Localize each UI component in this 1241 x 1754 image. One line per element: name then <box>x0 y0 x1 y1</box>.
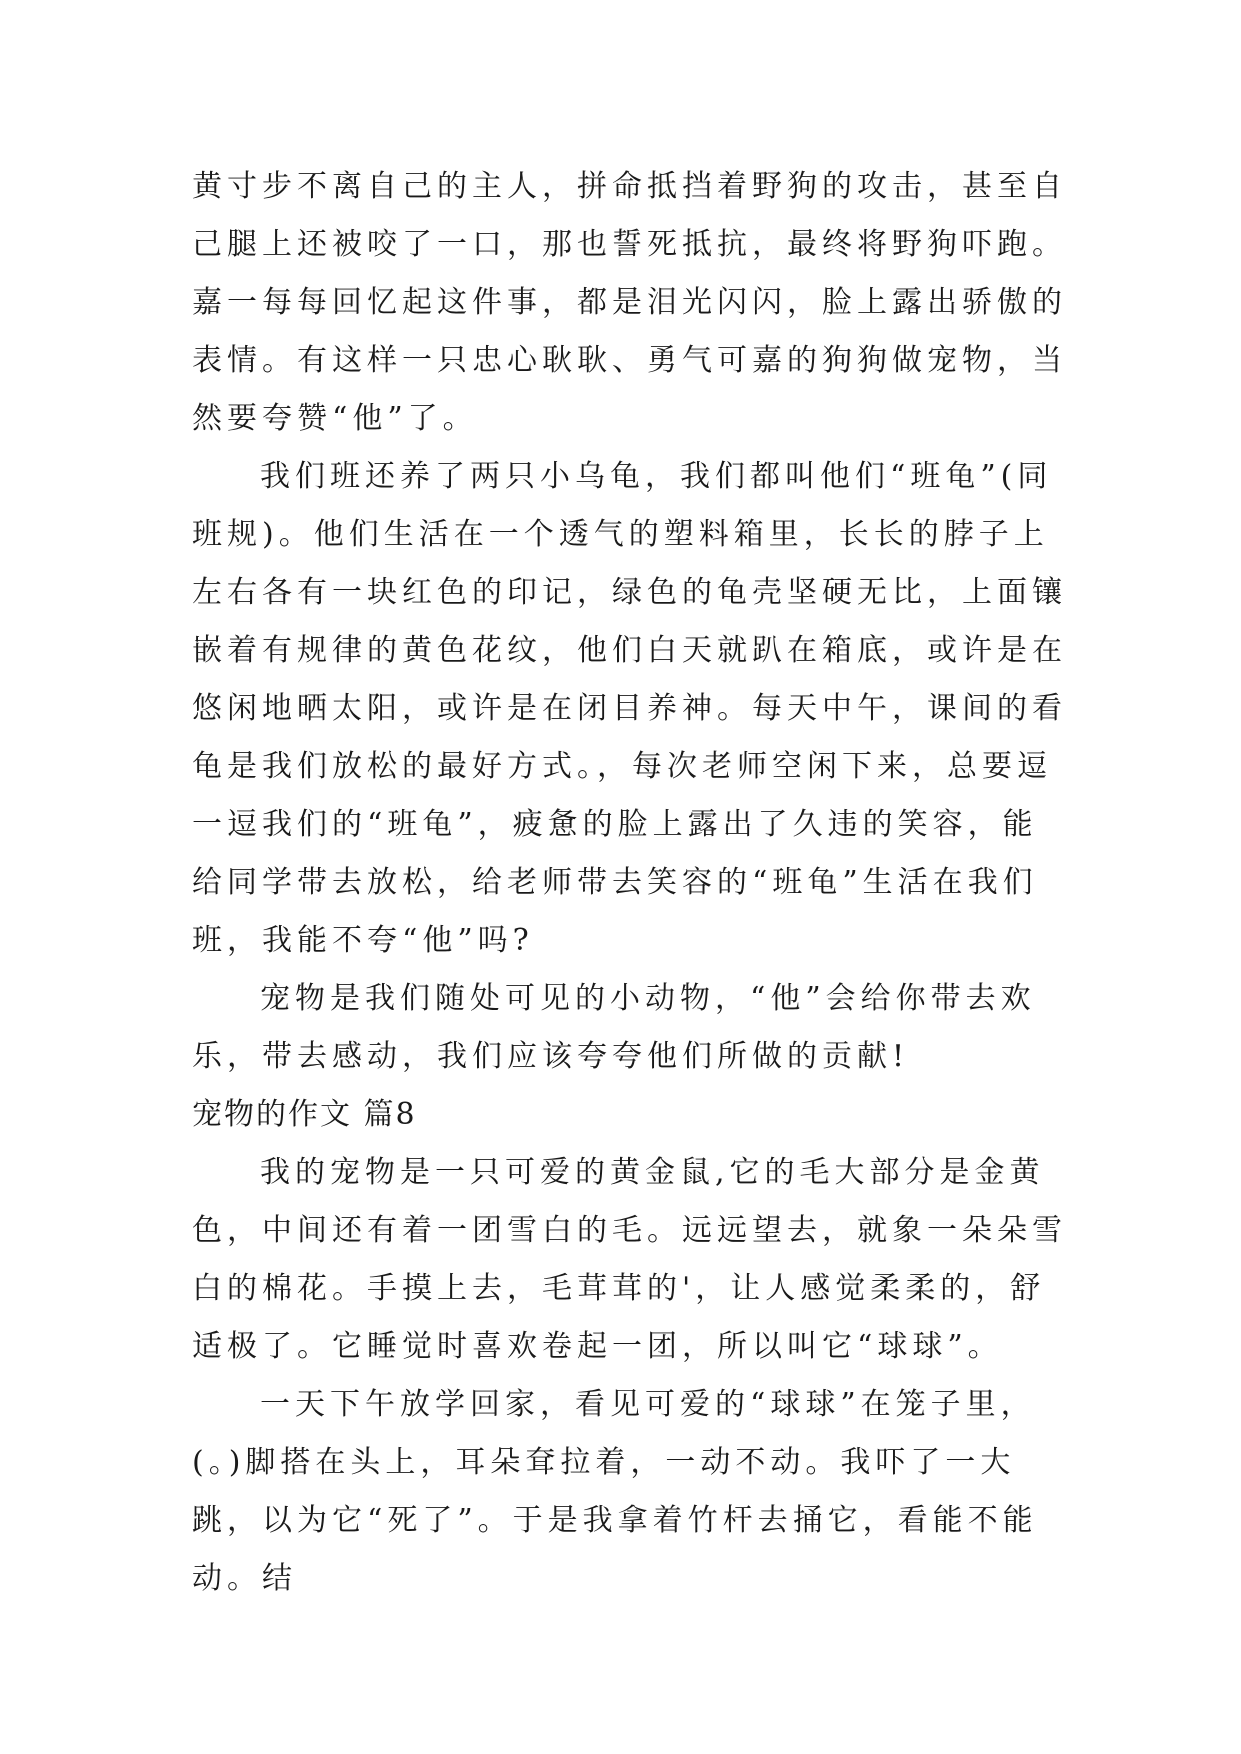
paragraph: 宠物是我们随处可见的小动物，“他”会给你带去欢乐，带去感动，我们应该夸夸他们所做的贡献! <box>192 981 1036 1074</box>
paragraph: 一天下午放学回家，看见可爱的“球球”在笼子里，(。)脚搭在头上，耳朵耷拉着，一动不动。我吓了一大跳，以为它“死了”。于是我拿着竹杆去捅它，看能不能动。结 <box>192 1387 1038 1596</box>
section-heading: 宠物的作文 篇8 <box>192 1097 417 1132</box>
paragraph: 我们班还养了两只小乌龟，我们都叫他们“班龟”(同班规)。他们生活在一个透气的塑料箱里，长长的脖子上左右各有一块红色的印记，绿色的龟壳坚硬无比，上面镶嵌着有规律的黄色花纹，他们白天就趴在箱底，或许是在悠闲地晒太阳，或许是在闭目养神。每天中午，课间的看龟是我们放松的最好方式。，每次老师空闲下来，总要逗一逗我们的“班龟”，疲惫的脸上露出了久违的笑容，能给同学带去放松，给老师带去笑容的“班龟”生活在我们班，我能不夸“他”吗? <box>192 459 1067 958</box>
document-body <box>192 158 1072 1608</box>
paragraph: 黄寸步不离自己的主人，拼命抵挡着野狗的攻击，甚至自己腿上还被咬了一口，那也誓死抵抗，最终将野狗吓跑。嘉一每每回忆起这件事，都是泪光闪闪，脸上露出骄傲的表情。有这样一只忠心耿耿、勇气可嘉的狗狗做宠物，当然要夸赞“他”了。 <box>192 169 1067 436</box>
paragraph: 我的宠物是一只可爱的黄金鼠,它的毛大部分是金黄色，中间还有着一团雪白的毛。远远望去，就象一朵朵雪白的棉花。手摸上去，毛茸茸的'，让人感觉柔柔的，舒适极了。它睡觉时喜欢卷起一团，所以叫它“球球”。 <box>192 1155 1067 1364</box>
